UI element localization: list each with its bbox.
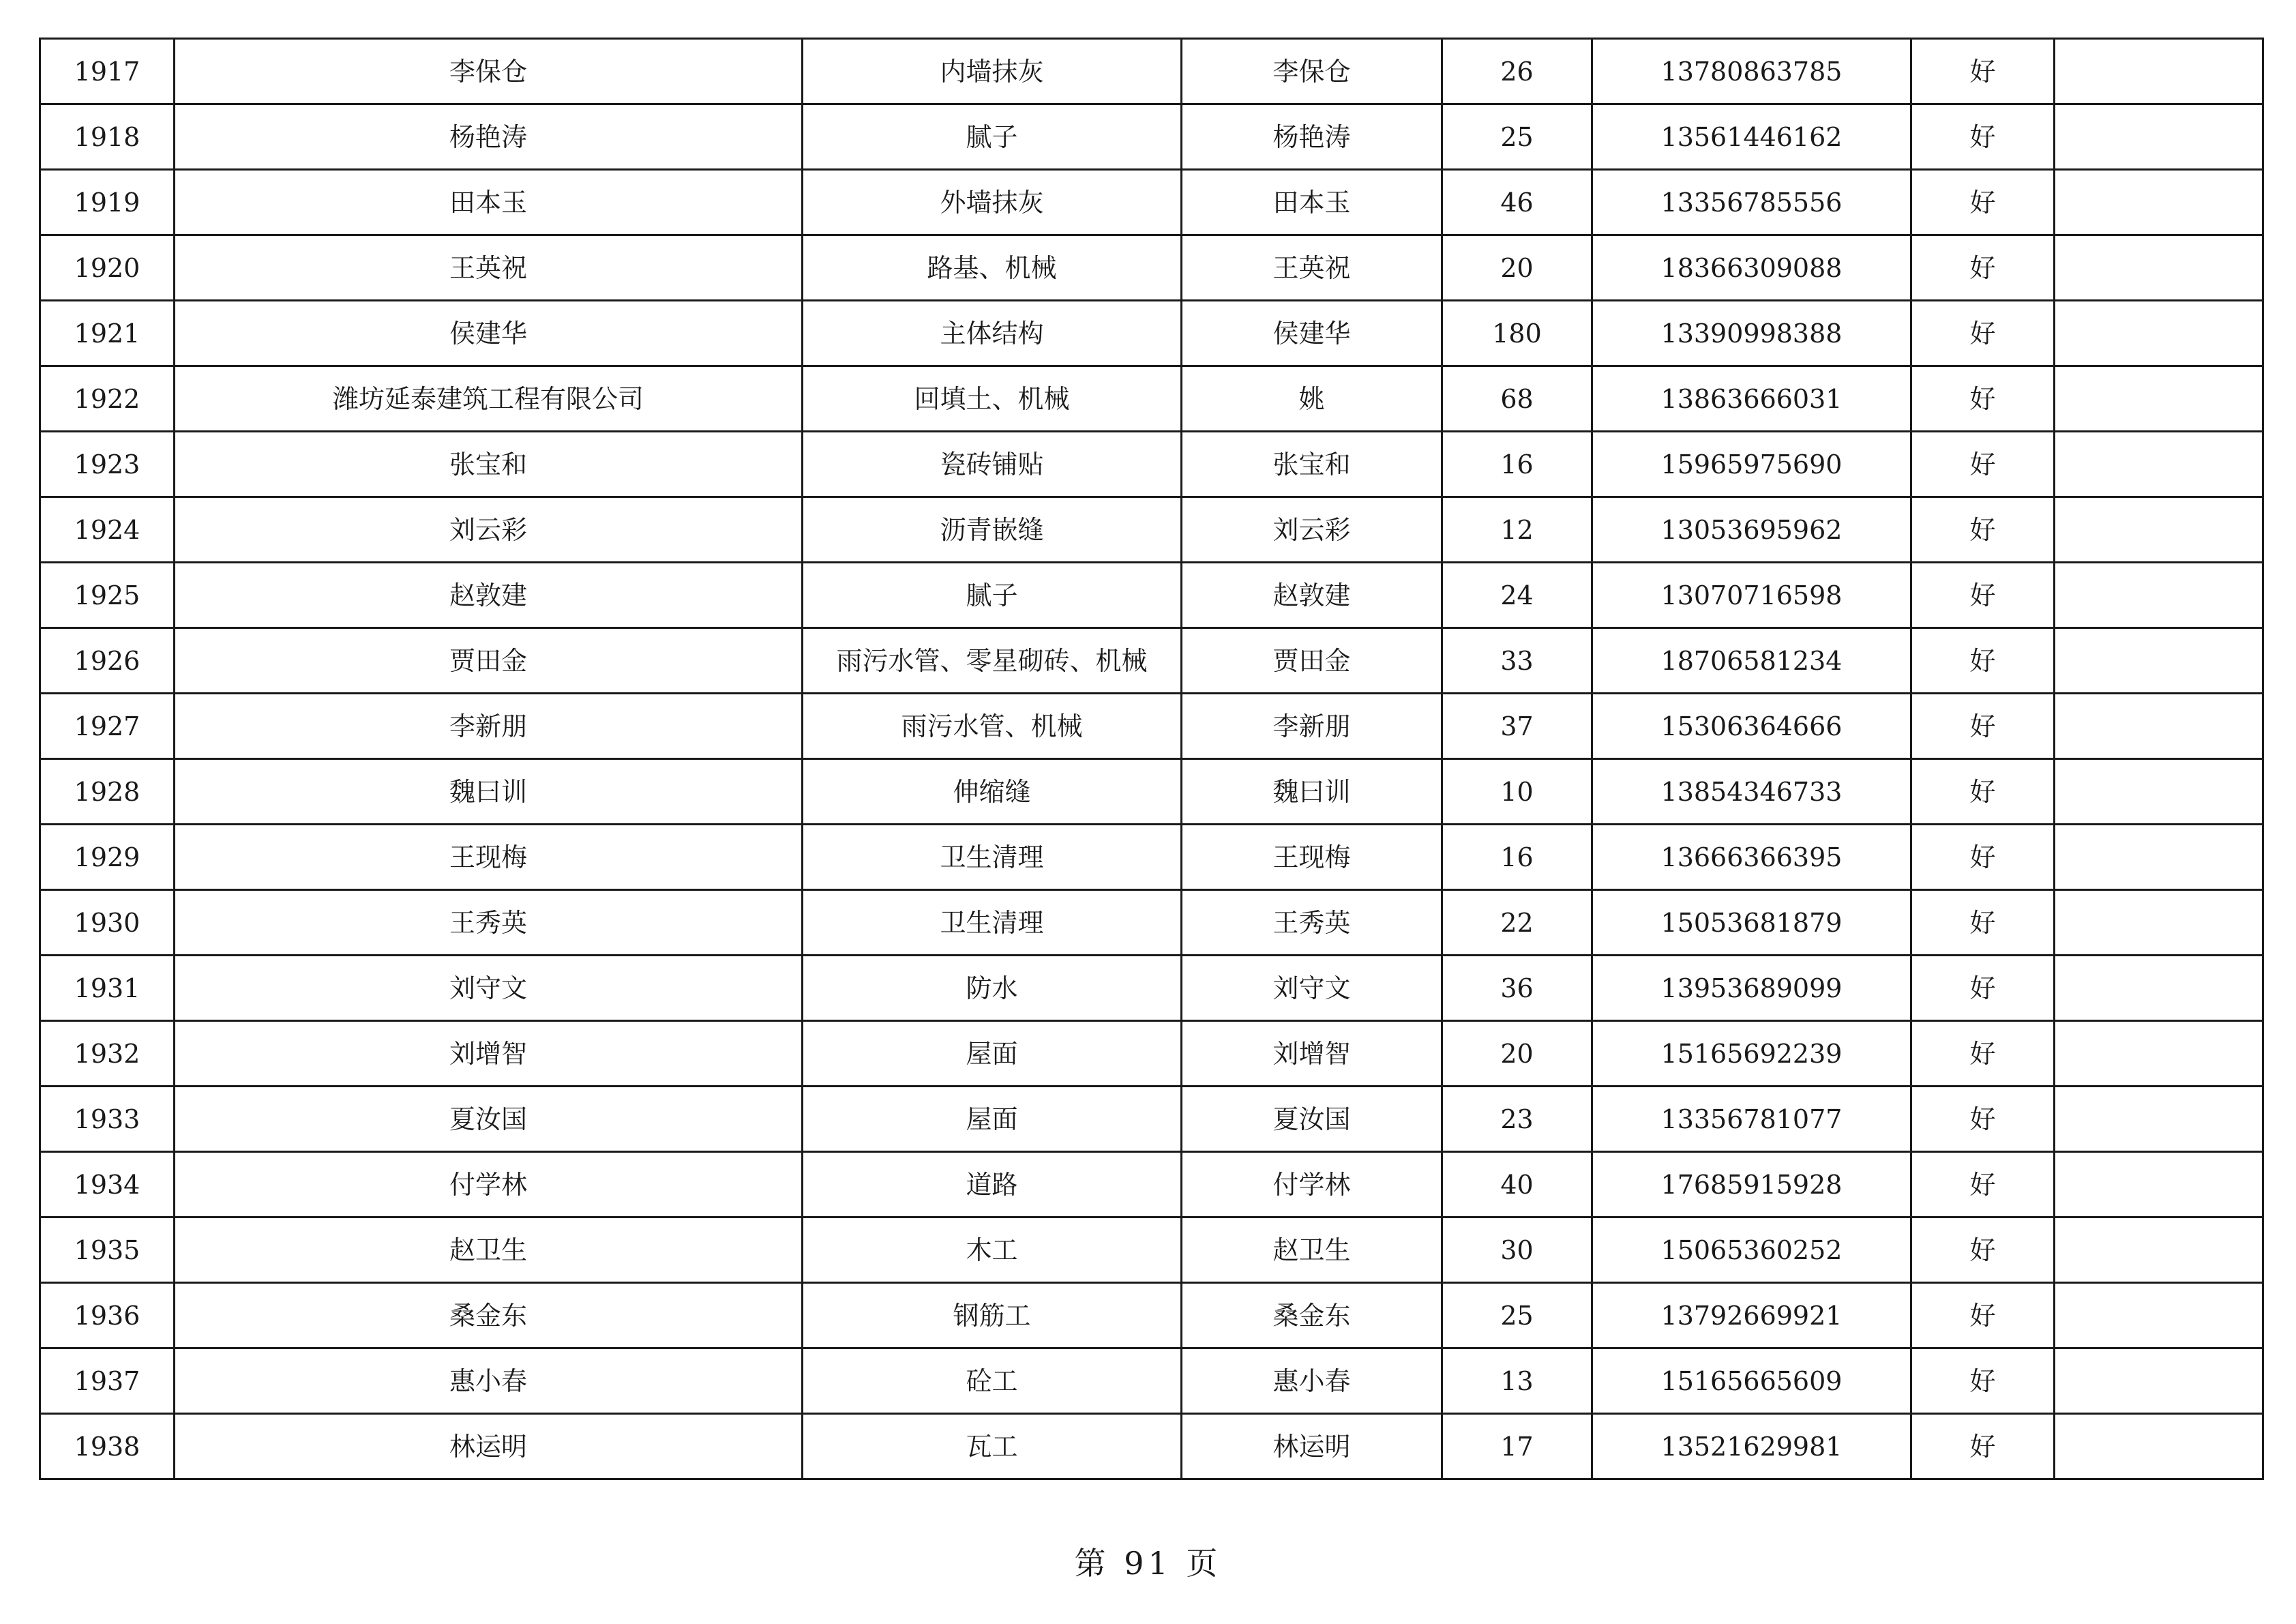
cell-phone-number: 18706581234 [1592, 628, 1911, 694]
cell-team-name: 赵敦建 [175, 563, 803, 628]
cell-note [2055, 39, 2263, 104]
cell-worker-count: 68 [1442, 366, 1592, 432]
cell-rating: 好 [1911, 825, 2055, 890]
cell-worker-count: 20 [1442, 235, 1592, 301]
cell-phone-number: 15965975690 [1592, 432, 1911, 497]
cell-work-type: 沥青嵌缝 [803, 497, 1182, 563]
cell-work-type: 主体结构 [803, 301, 1182, 366]
table-row [40, 694, 2263, 759]
cell-note [2055, 1021, 2263, 1087]
cell-serial-number: 1928 [40, 759, 175, 825]
cell-rating: 好 [1911, 628, 2055, 694]
cell-work-type: 道路 [803, 1152, 1182, 1217]
cell-team-name: 侯建华 [175, 301, 803, 366]
cell-note [2055, 956, 2263, 1021]
cell-team-name: 付学林 [175, 1152, 803, 1217]
cell-worker-count: 180 [1442, 301, 1592, 366]
cell-team-name: 惠小春 [175, 1348, 803, 1414]
cell-team-name: 李保仓 [175, 39, 803, 104]
cell-team-name: 张宝和 [175, 432, 803, 497]
cell-team-leader: 田本玉 [1182, 170, 1442, 235]
cell-rating: 好 [1911, 1414, 2055, 1479]
cell-phone-number: 13521629981 [1592, 1414, 1911, 1479]
cell-rating: 好 [1911, 39, 2055, 104]
cell-work-type: 外墙抹灰 [803, 170, 1182, 235]
cell-note [2055, 1414, 2263, 1479]
cell-worker-count: 36 [1442, 956, 1592, 1021]
cell-team-leader: 林运明 [1182, 1414, 1442, 1479]
cell-rating: 好 [1911, 563, 2055, 628]
cell-rating: 好 [1911, 694, 2055, 759]
cell-worker-count: 25 [1442, 104, 1592, 170]
cell-worker-count: 17 [1442, 1414, 1592, 1479]
cell-serial-number: 1925 [40, 563, 175, 628]
table-row [40, 628, 2263, 694]
table-row [40, 301, 2263, 366]
cell-work-type: 路基、机械 [803, 235, 1182, 301]
table-row [40, 1217, 2263, 1283]
cell-phone-number: 15053681879 [1592, 890, 1911, 956]
table-row [40, 104, 2263, 170]
cell-work-type: 钢筋工 [803, 1283, 1182, 1348]
cell-worker-count: 46 [1442, 170, 1592, 235]
cell-rating: 好 [1911, 956, 2055, 1021]
cell-rating: 好 [1911, 890, 2055, 956]
cell-team-name: 夏汝国 [175, 1087, 803, 1152]
cell-phone-number: 13863666031 [1592, 366, 1911, 432]
cell-phone-number: 13070716598 [1592, 563, 1911, 628]
table-row [40, 432, 2263, 497]
cell-serial-number: 1937 [40, 1348, 175, 1414]
cell-serial-number: 1935 [40, 1217, 175, 1283]
cell-work-type: 瓦工 [803, 1414, 1182, 1479]
cell-team-leader: 王秀英 [1182, 890, 1442, 956]
cell-work-type: 屋面 [803, 1087, 1182, 1152]
cell-rating: 好 [1911, 759, 2055, 825]
cell-note [2055, 890, 2263, 956]
cell-team-leader: 侯建华 [1182, 301, 1442, 366]
cell-team-leader: 刘云彩 [1182, 497, 1442, 563]
cell-team-leader: 惠小春 [1182, 1348, 1442, 1414]
cell-rating: 好 [1911, 235, 2055, 301]
cell-team-name: 桑金东 [175, 1283, 803, 1348]
table-row [40, 366, 2263, 432]
table-row [40, 825, 2263, 890]
cell-worker-count: 16 [1442, 825, 1592, 890]
cell-team-leader: 杨艳涛 [1182, 104, 1442, 170]
cell-serial-number: 1938 [40, 1414, 175, 1479]
cell-work-type: 伸缩缝 [803, 759, 1182, 825]
cell-rating: 好 [1911, 1021, 2055, 1087]
cell-worker-count: 22 [1442, 890, 1592, 956]
cell-note [2055, 366, 2263, 432]
cell-work-type: 防水 [803, 956, 1182, 1021]
cell-worker-count: 13 [1442, 1348, 1592, 1414]
roster-body [40, 39, 2263, 1479]
cell-note [2055, 1217, 2263, 1283]
page-footer-prefix: 第 [1074, 1545, 1110, 1582]
cell-team-leader: 赵卫生 [1182, 1217, 1442, 1283]
cell-serial-number: 1924 [40, 497, 175, 563]
cell-work-type: 雨污水管、零星砌砖、机械 [803, 628, 1182, 694]
cell-serial-number: 1934 [40, 1152, 175, 1217]
table-row [40, 235, 2263, 301]
cell-worker-count: 30 [1442, 1217, 1592, 1283]
cell-team-name: 赵卫生 [175, 1217, 803, 1283]
cell-note [2055, 1283, 2263, 1348]
cell-phone-number: 13792669921 [1592, 1283, 1911, 1348]
page-footer-suffix: 页 [1186, 1545, 1222, 1582]
cell-work-type: 屋面 [803, 1021, 1182, 1087]
cell-team-leader: 李保仓 [1182, 39, 1442, 104]
cell-serial-number: 1932 [40, 1021, 175, 1087]
table-row [40, 956, 2263, 1021]
cell-phone-number: 13561446162 [1592, 104, 1911, 170]
cell-note [2055, 1087, 2263, 1152]
cell-team-name: 刘守文 [175, 956, 803, 1021]
cell-serial-number: 1918 [40, 104, 175, 170]
cell-note [2055, 104, 2263, 170]
cell-team-name: 潍坊延泰建筑工程有限公司 [175, 366, 803, 432]
cell-worker-count: 25 [1442, 1283, 1592, 1348]
cell-phone-number: 15165665609 [1592, 1348, 1911, 1414]
cell-note [2055, 825, 2263, 890]
cell-note [2055, 235, 2263, 301]
cell-phone-number: 13953689099 [1592, 956, 1911, 1021]
cell-rating: 好 [1911, 301, 2055, 366]
cell-team-name: 李新朋 [175, 694, 803, 759]
cell-work-type: 回填土、机械 [803, 366, 1182, 432]
cell-worker-count: 23 [1442, 1087, 1592, 1152]
cell-serial-number: 1936 [40, 1283, 175, 1348]
cell-team-leader: 桑金东 [1182, 1283, 1442, 1348]
cell-serial-number: 1927 [40, 694, 175, 759]
cell-phone-number: 13356781077 [1592, 1087, 1911, 1152]
cell-phone-number: 15065360252 [1592, 1217, 1911, 1283]
table-row [40, 1414, 2263, 1479]
cell-worker-count: 10 [1442, 759, 1592, 825]
cell-team-name: 王英祝 [175, 235, 803, 301]
table-row [40, 890, 2263, 956]
cell-note [2055, 694, 2263, 759]
cell-team-leader: 姚 [1182, 366, 1442, 432]
cell-note [2055, 301, 2263, 366]
cell-rating: 好 [1911, 170, 2055, 235]
cell-serial-number: 1929 [40, 825, 175, 890]
cell-team-leader: 赵敦建 [1182, 563, 1442, 628]
cell-rating: 好 [1911, 1087, 2055, 1152]
page-number: 91 [1124, 1545, 1172, 1582]
cell-phone-number: 13356785556 [1592, 170, 1911, 235]
cell-phone-number: 18366309088 [1592, 235, 1911, 301]
cell-team-leader: 刘增智 [1182, 1021, 1442, 1087]
cell-rating: 好 [1911, 104, 2055, 170]
cell-phone-number: 13780863785 [1592, 39, 1911, 104]
cell-team-leader: 刘守文 [1182, 956, 1442, 1021]
cell-team-leader: 贾田金 [1182, 628, 1442, 694]
table-row [40, 563, 2263, 628]
cell-note [2055, 432, 2263, 497]
cell-phone-number: 17685915928 [1592, 1152, 1911, 1217]
cell-team-name: 刘增智 [175, 1021, 803, 1087]
cell-worker-count: 24 [1442, 563, 1592, 628]
cell-serial-number: 1919 [40, 170, 175, 235]
cell-rating: 好 [1911, 1348, 2055, 1414]
cell-note [2055, 759, 2263, 825]
cell-work-type: 卫生清理 [803, 890, 1182, 956]
table-row [40, 1087, 2263, 1152]
cell-phone-number: 15165692239 [1592, 1021, 1911, 1087]
cell-serial-number: 1931 [40, 956, 175, 1021]
cell-note [2055, 1152, 2263, 1217]
cell-team-name: 林运明 [175, 1414, 803, 1479]
table-row [40, 1021, 2263, 1087]
cell-phone-number: 13854346733 [1592, 759, 1911, 825]
cell-worker-count: 12 [1442, 497, 1592, 563]
cell-phone-number: 13666366395 [1592, 825, 1911, 890]
cell-rating: 好 [1911, 366, 2055, 432]
table-row [40, 39, 2263, 104]
cell-work-type: 瓷砖铺贴 [803, 432, 1182, 497]
cell-work-type: 雨污水管、机械 [803, 694, 1182, 759]
table-row [40, 497, 2263, 563]
cell-team-name: 杨艳涛 [175, 104, 803, 170]
cell-note [2055, 563, 2263, 628]
table-row [40, 1283, 2263, 1348]
cell-team-leader: 张宝和 [1182, 432, 1442, 497]
cell-rating: 好 [1911, 1152, 2055, 1217]
cell-serial-number: 1917 [40, 39, 175, 104]
cell-team-name: 刘云彩 [175, 497, 803, 563]
cell-note [2055, 1348, 2263, 1414]
cell-work-type: 砼工 [803, 1348, 1182, 1414]
cell-worker-count: 16 [1442, 432, 1592, 497]
cell-rating: 好 [1911, 1283, 2055, 1348]
table-row [40, 1348, 2263, 1414]
table-row [40, 1152, 2263, 1217]
roster-table [39, 38, 2264, 1480]
cell-serial-number: 1920 [40, 235, 175, 301]
cell-note [2055, 497, 2263, 563]
cell-note [2055, 170, 2263, 235]
cell-serial-number: 1923 [40, 432, 175, 497]
cell-serial-number: 1930 [40, 890, 175, 956]
cell-team-leader: 李新朋 [1182, 694, 1442, 759]
cell-team-name: 魏曰训 [175, 759, 803, 825]
cell-team-name: 贾田金 [175, 628, 803, 694]
cell-phone-number: 15306364666 [1592, 694, 1911, 759]
cell-team-leader: 王英祝 [1182, 235, 1442, 301]
cell-team-name: 王现梅 [175, 825, 803, 890]
table-row [40, 759, 2263, 825]
cell-work-type: 卫生清理 [803, 825, 1182, 890]
cell-worker-count: 26 [1442, 39, 1592, 104]
cell-serial-number: 1926 [40, 628, 175, 694]
cell-team-leader: 魏曰训 [1182, 759, 1442, 825]
cell-team-name: 田本玉 [175, 170, 803, 235]
cell-work-type: 腻子 [803, 104, 1182, 170]
cell-team-leader: 王现梅 [1182, 825, 1442, 890]
cell-rating: 好 [1911, 432, 2055, 497]
cell-worker-count: 37 [1442, 694, 1592, 759]
cell-worker-count: 33 [1442, 628, 1592, 694]
table-row [40, 170, 2263, 235]
cell-phone-number: 13053695962 [1592, 497, 1911, 563]
cell-phone-number: 13390998388 [1592, 301, 1911, 366]
cell-work-type: 内墙抹灰 [803, 39, 1182, 104]
cell-team-leader: 付学林 [1182, 1152, 1442, 1217]
page-footer [0, 1539, 2296, 1584]
cell-work-type: 木工 [803, 1217, 1182, 1283]
cell-rating: 好 [1911, 497, 2055, 563]
cell-serial-number: 1922 [40, 366, 175, 432]
cell-rating: 好 [1911, 1217, 2055, 1283]
cell-team-leader: 夏汝国 [1182, 1087, 1442, 1152]
cell-serial-number: 1933 [40, 1087, 175, 1152]
cell-note [2055, 628, 2263, 694]
cell-team-name: 王秀英 [175, 890, 803, 956]
cell-worker-count: 40 [1442, 1152, 1592, 1217]
cell-work-type: 腻子 [803, 563, 1182, 628]
cell-worker-count: 20 [1442, 1021, 1592, 1087]
cell-serial-number: 1921 [40, 301, 175, 366]
